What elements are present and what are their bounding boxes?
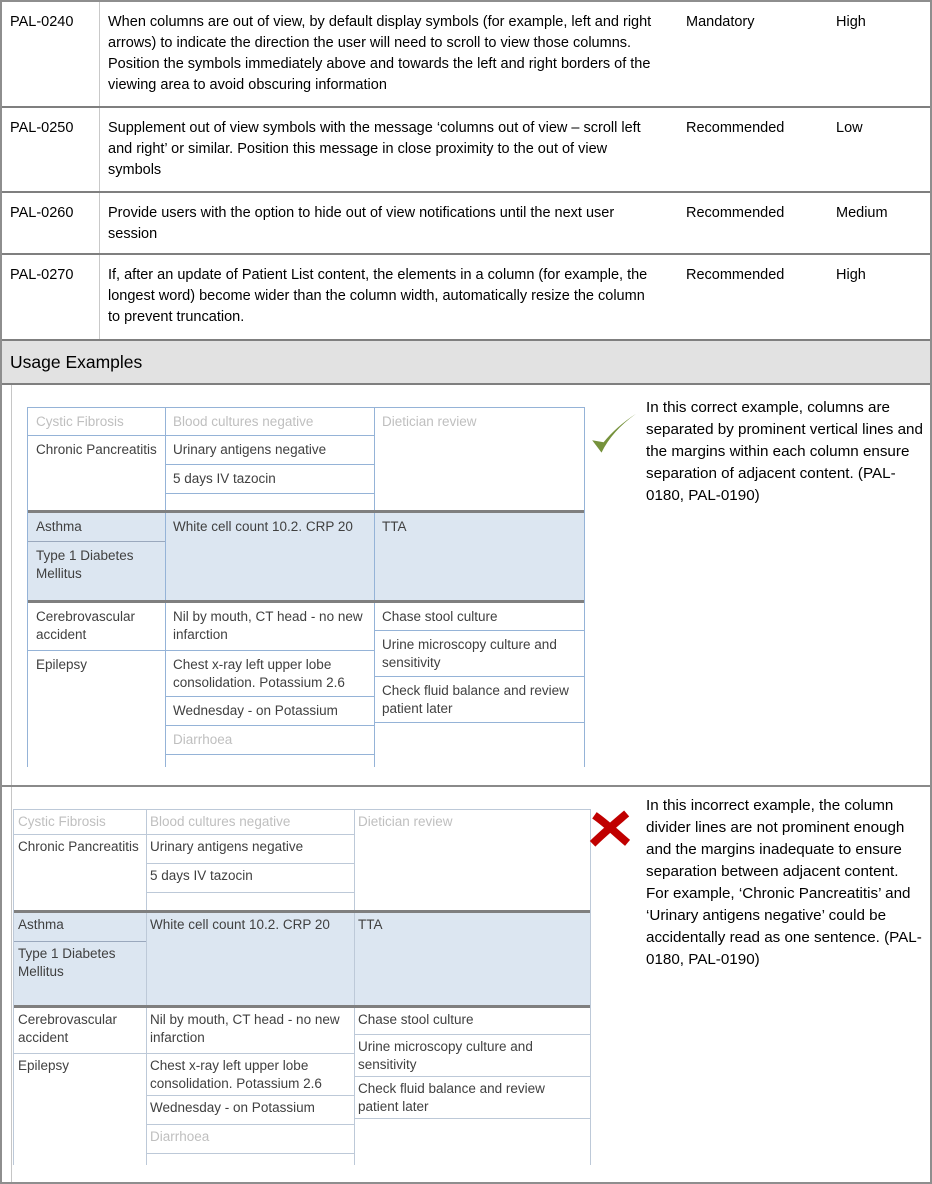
requirement-priority: High (836, 267, 866, 283)
patient-cell-ghost: Blood cultures negative (146, 810, 354, 835)
requirement-description: Supplement out of view symbols with the message ‘columns out of view – scroll left and right’ or similar. Position this message in close proximity to the out of view symbols (108, 120, 641, 178)
table-section-bottom (28, 603, 584, 767)
patient-cell: Cerebrovascular accident (14, 1008, 146, 1054)
patient-cell: Chronic Pancreatitis (36, 442, 157, 457)
table-section-scrolled-top (14, 810, 590, 910)
patient-cell: 5 days IV tazocin (146, 864, 354, 893)
patient-cell-empty (165, 494, 374, 510)
patient-cell: Urine microscopy culture and sensitivity (374, 631, 584, 677)
table-section-highlighted (14, 913, 590, 1005)
patient-cell-ghost: Diarrhoea (165, 726, 374, 755)
patient-cell-ghost: Dietician review (358, 814, 453, 829)
patient-list-example-correct (27, 407, 585, 767)
requirement-id: PAL-0240 (2, 2, 100, 106)
patient-cell: White cell count 10.2. CRP 20 (150, 917, 330, 932)
annotation-text: In this incorrect example, the column divider lines are not prominent enough and the margins inadequate to ensure separation between adjacent content. For example, ‘Chronic Pancreatitis’ and ‘Urinary antigens negative’ could be accidentally read as one sentence. (PAL-0180, PAL-0190) (646, 797, 922, 968)
patient-cell-empty (354, 1119, 590, 1165)
annotation-text: In this correct example, columns are separated by prominent vertical lines and the margins within each column ensure separation of adjacent content. (PAL-0180, PAL-0190) (646, 399, 923, 504)
patient-cell-empty (146, 893, 354, 910)
patient-cell-ghost: Dietician review (382, 414, 477, 429)
patient-cell: Wednesday - on Potassium (165, 697, 374, 726)
patient-cell-cutoff (165, 755, 374, 767)
requirement-row-pal-0270 (2, 255, 930, 341)
requirement-priority: High (836, 14, 866, 30)
patient-cell: Wednesday - on Potassium (146, 1096, 354, 1125)
requirement-description: When columns are out of view, by default display symbols (for example, left and right arrows) to indicate the direction the user will need to scroll to view those columns. Position the symbols immediately above and towards the left and right borders of the viewing area to avoid obscuring information (108, 14, 652, 93)
patient-cell: White cell count 10.2. CRP 20 (173, 519, 353, 534)
patient-cell: 5 days IV tazocin (165, 465, 374, 494)
requirement-row-pal-0260 (2, 193, 930, 255)
patient-cell: Check fluid balance and review patient later (354, 1077, 590, 1119)
patient-cell: Nil by mouth, CT head - no new infarction (165, 603, 374, 651)
row-separator-bar (28, 600, 584, 603)
patient-cell-ghost: Cystic Fibrosis (28, 408, 165, 436)
patient-cell: Chest x-ray left upper lobe consolidation. Potassium 2.6 (146, 1054, 354, 1096)
patient-cell: Chase stool culture (374, 603, 584, 631)
patient-cell: Chest x-ray left upper lobe consolidation. Potassium 2.6 (165, 651, 374, 697)
check-icon (588, 397, 646, 507)
row-separator-bar (14, 1005, 590, 1008)
row-separator-bar (14, 910, 590, 913)
patient-cell: TTA (358, 917, 383, 932)
column-divider (354, 810, 355, 1165)
requirement-id: PAL-0260 (2, 193, 100, 253)
patient-cell-empty (374, 723, 584, 767)
patient-cell: Epilepsy (36, 657, 88, 672)
patient-cell: Urine microscopy culture and sensitivity (354, 1035, 590, 1077)
requirement-row-pal-0250 (2, 108, 930, 193)
requirement-id: PAL-0270 (2, 255, 100, 339)
patient-cell: Epilepsy (18, 1058, 70, 1073)
column-divider (165, 408, 166, 767)
requirement-conformance: Mandatory (686, 14, 755, 30)
requirement-priority: Medium (836, 205, 888, 221)
annotation-correct (588, 397, 928, 507)
column-divider (374, 408, 375, 767)
patient-cell: Chase stool culture (354, 1008, 590, 1035)
requirement-description: If, after an update of Patient List content, the elements in a column (for example, the longest word) become wider than the column width, automatically resize the column to prevent truncation. (108, 267, 648, 325)
patient-cell-ghost: Diarrhoea (146, 1125, 354, 1154)
cross-icon (588, 795, 646, 971)
requirement-row-pal-0240 (2, 2, 930, 108)
example-row-incorrect (2, 787, 930, 1182)
patient-cell-cutoff (146, 1154, 354, 1165)
row-separator-bar (28, 510, 584, 513)
column-divider (146, 810, 147, 1165)
patient-cell: Type 1 Diabetes Mellitus (18, 946, 116, 979)
requirement-conformance: Recommended (686, 120, 785, 136)
annotation-incorrect (588, 795, 928, 971)
requirement-conformance: Recommended (686, 205, 785, 221)
patient-cell-ghost: Blood cultures negative (165, 408, 374, 436)
example-row-correct (2, 385, 930, 787)
patient-cell: Chronic Pancreatitis (18, 839, 139, 854)
section-header-usage-examples: Usage Examples (2, 341, 930, 385)
patient-list-example-incorrect (13, 809, 591, 1165)
patient-cell-ghost: Cystic Fibrosis (14, 810, 146, 835)
table-section-highlighted (28, 513, 584, 600)
patient-cell: Type 1 Diabetes Mellitus (36, 548, 134, 581)
requirement-conformance: Recommended (686, 267, 785, 283)
patient-cell: Asthma (14, 913, 146, 942)
requirement-priority: Low (836, 120, 863, 136)
requirement-description: Provide users with the option to hide out of view notifications until the next user session (108, 205, 615, 242)
patient-cell: Urinary antigens negative (165, 436, 374, 465)
requirement-id: PAL-0250 (2, 108, 100, 191)
patient-cell: Urinary antigens negative (146, 835, 354, 864)
patient-cell: Check fluid balance and review patient later (374, 677, 584, 723)
table-section-bottom (14, 1008, 590, 1165)
patient-cell: Cerebrovascular accident (28, 603, 165, 651)
patient-cell: Asthma (28, 513, 165, 542)
table-section-scrolled-top (28, 408, 584, 510)
patient-cell: Nil by mouth, CT head - no new infarction (146, 1008, 354, 1054)
patient-cell: TTA (382, 519, 407, 534)
